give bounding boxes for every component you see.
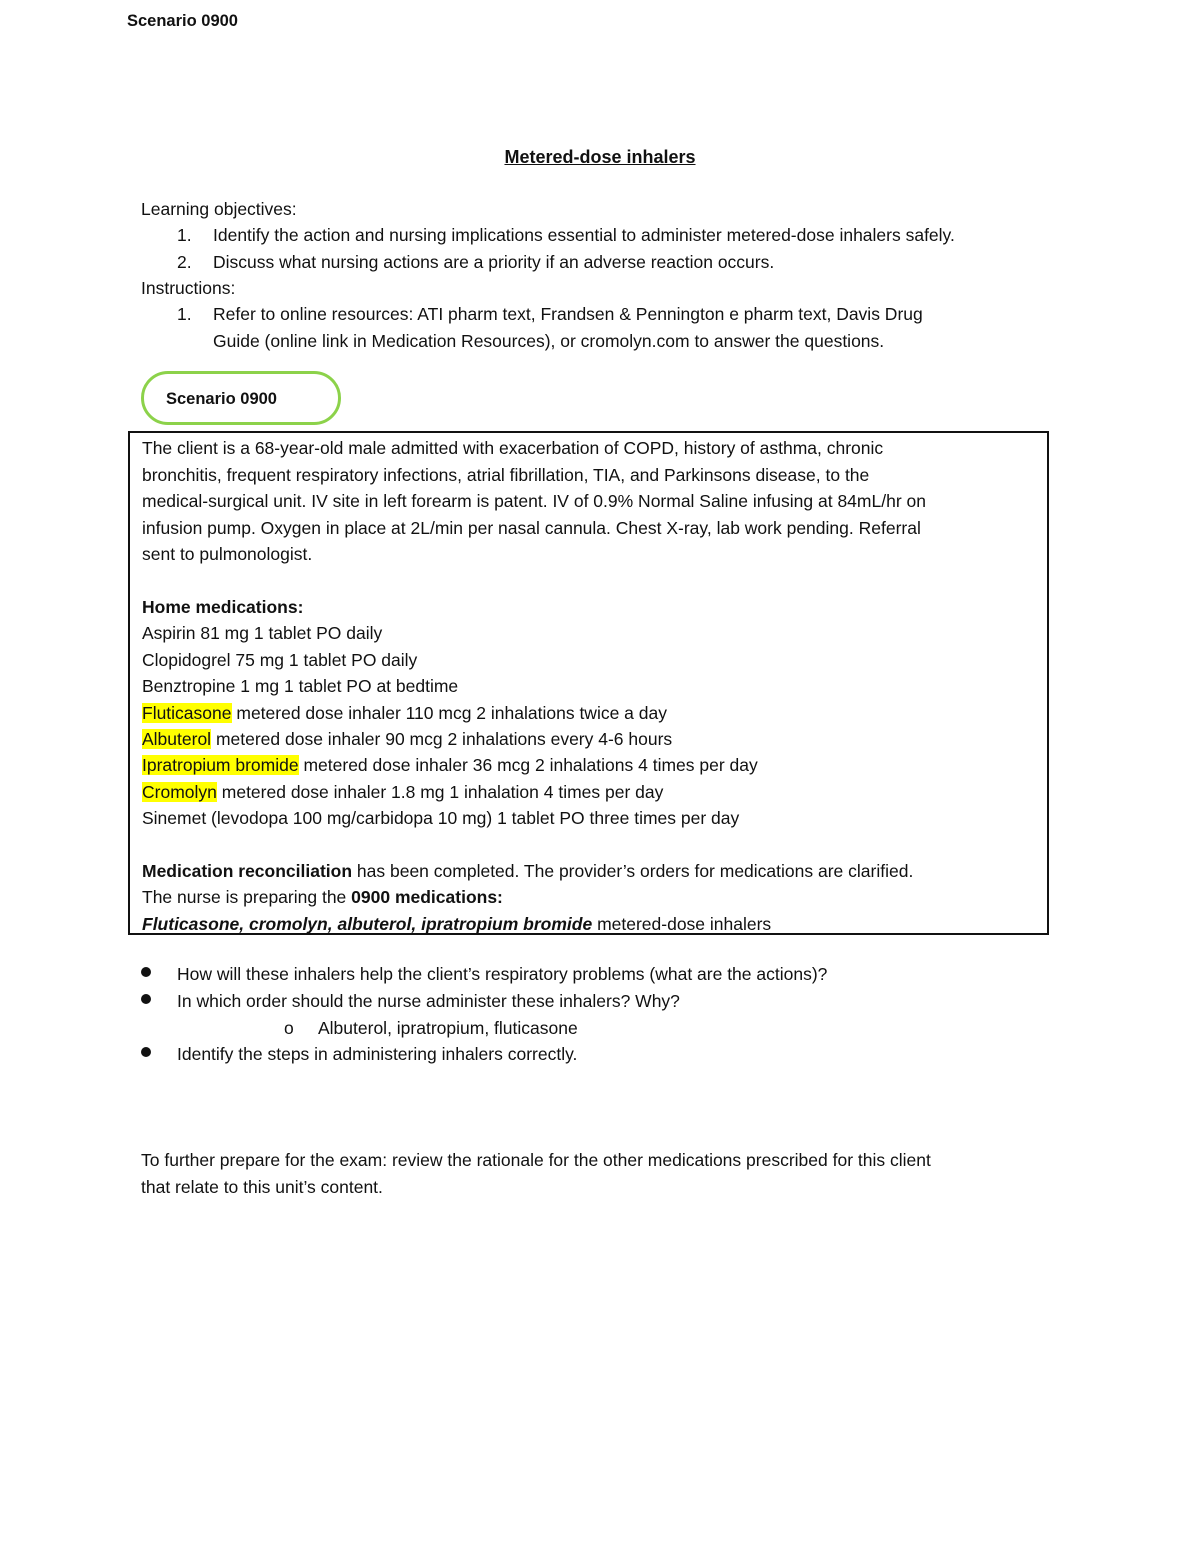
- scenario-tag: [141, 371, 341, 425]
- medication-item: [142, 700, 667, 727]
- objective-number: 2.: [177, 252, 192, 272]
- inhaler-list-text: metered-dose inhalers: [592, 914, 772, 934]
- medication-details: Benztropine 1 mg 1 tablet PO at bedtime: [142, 676, 459, 696]
- home-medications-heading: Home medications:: [142, 597, 304, 617]
- question-item: Identify the steps in administering inhalers correctly.: [177, 1044, 578, 1064]
- instructions-label: Instructions:: [141, 278, 236, 298]
- medication-details: Sinemet (levodopa 100 mg/carbidopa 10 mg) 1 tablet PO three times per day: [142, 808, 740, 828]
- case-text-line: medical-surgical unit. IV site in left forearm is patent. IV of 0.9% Normal Saline infusing at 84mL/hr on: [142, 491, 926, 511]
- footer-note-line: To further prepare for the exam: review the rationale for the other medications prescribed for this client: [141, 1150, 931, 1170]
- medication-item: [142, 673, 458, 700]
- medication-item: [142, 647, 417, 674]
- medication-details: metered dose inhaler 36 mcg 2 inhalations 4 times per day: [298, 755, 758, 775]
- scenario-tag-label: Scenario 0900: [166, 390, 277, 408]
- case-text-line: sent to pulmonologist.: [142, 544, 313, 564]
- medication-name-highlight: Fluticasone: [142, 703, 232, 723]
- page-header: Scenario 0900: [127, 12, 238, 30]
- sub-bullet-marker: o: [284, 1018, 294, 1038]
- objective-text: Identify the action and nursing implications essential to administer metered-dose inhalers safely.: [213, 225, 955, 245]
- bullet-icon: [141, 967, 151, 977]
- case-text-line: bronchitis, frequent respiratory infections, atrial fibrillation, TIA, and Parkinsons disease, to the: [142, 465, 870, 485]
- reconciliation-line: [142, 858, 913, 885]
- preparation-bold: 0900 medications:: [351, 887, 503, 907]
- reconciliation-bold: Medication reconciliation: [142, 861, 353, 881]
- document-title: Metered-dose inhalers: [504, 147, 696, 167]
- bullet-icon: [141, 1047, 151, 1057]
- objectives-label: Learning objectives:: [141, 199, 297, 219]
- question-item: How will these inhalers help the client’s respiratory problems (what are the actions)?: [177, 964, 828, 984]
- objective-item: [177, 222, 955, 249]
- objective-text: Discuss what nursing actions are a priority if an adverse reaction occurs.: [213, 252, 775, 272]
- bullet-icon: [141, 994, 151, 1004]
- reconciliation-text: has been completed. The provider’s orders for medications are clarified.: [352, 861, 914, 881]
- medication-item: [142, 726, 672, 753]
- instruction-item: [177, 301, 923, 328]
- case-text-line: The client is a 68-year-old male admitted with exacerbation of COPD, history of asthma, chronic: [142, 438, 884, 458]
- preparation-text: The nurse is preparing the: [142, 887, 352, 907]
- medication-name-highlight: Ipratropium bromide: [142, 755, 299, 775]
- objective-item: [177, 249, 774, 276]
- medication-details: Clopidogrel 75 mg 1 tablet PO daily: [142, 650, 418, 670]
- order-answer: Albuterol, ipratropium, fluticasone: [318, 1018, 578, 1038]
- question-item: In which order should the nurse administer these inhalers? Why?: [177, 991, 680, 1011]
- medication-name-highlight: Albuterol: [142, 729, 212, 749]
- inhaler-list-bold-italic: Fluticasone, cromolyn, albuterol, ipratropium bromide: [142, 914, 593, 934]
- footer-note-line: that relate to this unit’s content.: [141, 1177, 383, 1197]
- medication-item: [142, 752, 758, 779]
- case-box: [128, 431, 1049, 935]
- instruction-text: Refer to online resources: ATI pharm text, Frandsen & Pennington e pharm text, Davis Drug: [213, 304, 923, 324]
- medication-item: [142, 779, 663, 806]
- medication-details: Aspirin 81 mg 1 tablet PO daily: [142, 623, 383, 643]
- instruction-number: 1.: [177, 304, 192, 324]
- medication-details: metered dose inhaler 110 mcg 2 inhalations twice a day: [231, 703, 667, 723]
- medication-name-highlight: Cromolyn: [142, 782, 217, 802]
- preparation-line: [142, 884, 503, 911]
- case-text-line: infusion pump. Oxygen in place at 2L/min per nasal cannula. Chest X-ray, lab work pending. Referral: [142, 518, 921, 538]
- medication-item: [142, 805, 739, 832]
- medication-item: [142, 620, 382, 647]
- objective-number: 1.: [177, 225, 192, 245]
- medication-details: metered dose inhaler 1.8 mg 1 inhalation 4 times per day: [216, 782, 664, 802]
- inhaler-list-line: [142, 911, 771, 938]
- instruction-text-continued: Guide (online link in Medication Resources), or cromolyn.com to answer the questions.: [213, 331, 885, 351]
- medication-details: metered dose inhaler 90 mcg 2 inhalations every 4-6 hours: [211, 729, 673, 749]
